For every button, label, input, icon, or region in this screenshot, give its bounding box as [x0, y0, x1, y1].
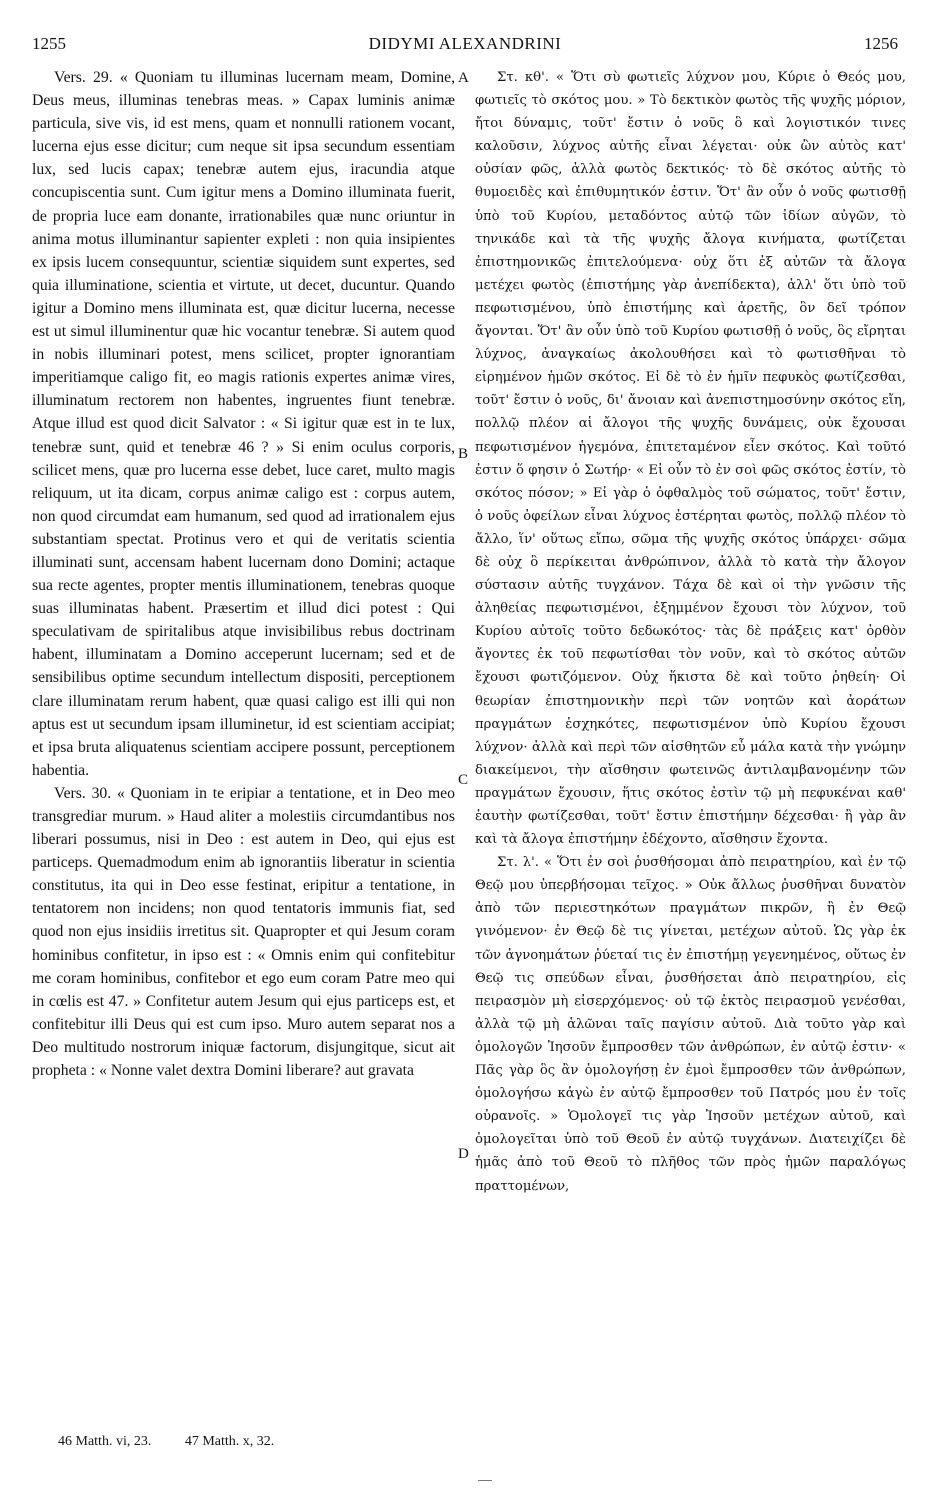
margin-letter-b: B: [458, 446, 469, 462]
margin-letter-d: D: [458, 1146, 469, 1162]
margin-letter-a: A: [458, 70, 469, 86]
page-number-right: 1256: [864, 34, 898, 53]
footnote-46: 46 Matth. vi, 23.: [58, 1434, 152, 1449]
latin-column: [32, 66, 455, 1082]
latin-paragraph-vers-30: Vers. 30. « Quoniam in te eripiar a tentatione, et in Deo meo transgrediar murum. » Haud aliter a molestiis circumdantibus nos liberari possumus, nisi in Deo : est autem in Deo, qui ejus est particeps. Quemadmodum enim ab ignorantiis liberatur in scientia constitutus, ita qui in Deo esse festinat, eripitur a tentatione, in tentatorem non incidens; non quod tentatoris immunis fiat, sed quod non ejus insidiis irretitus sit. Quapropter et qui Jesum coram hominibus confitetur, in ipso est : « Omnis enim qui confitebitur me coram hominibus, confitebor et ego eum coram Patre meo qui in cœlis est 47. » Confitetur autem Jesum qui ejus particeps est, et confitebitur illi Deus qui est cum ipso. Muro autem separat nos a Deo multitudo nostrorum iniquæ factorum, disjungitque, sicut ait propheta : « Nonne valet dextra Domini liberare? aut gravata: [32, 784, 455, 1080]
bottom-rule: [478, 1480, 492, 1481]
running-header: [32, 30, 898, 58]
margin-letter-c: C: [458, 772, 469, 788]
greek-paragraph-verse-29: Στ. κθ'. « Ὅτι σὺ φωτιεῖς λύχνον μου, Κύριε ὁ Θεός μου, φωτιεῖς τὸ σκότος μου. » Τὸ δεκτικὸν φωτὸς τῆς ψυχῆς μόριον, ἤτοι δύναμις, τοῦτ' ἔστιν ὁ νοῦς ὃ καὶ λογιστικόν τινες καλοῦσιν, λύχνος αὐτῆς εἶναι λέγεται· οὐκ ὢν αὐτὸς κατ' οὐσίαν φῶς, ἀλλὰ φωτὸς δεκτικός· τὸ δὲ σκότος αὐτῆς τὸ θυμοειδὲς καὶ ἐπιθυμητικόν ἐστιν. Ὅτ' ἂν οὖν ὁ νοῦς φωτισθῇ ὑπὸ τοῦ Κυρίου, μεταδόντος αὐτῷ τῶν ἰδίων αὐγῶν, τὸ τηνικάδε καὶ τὰ τῆς ψυχῆς ἄλογα κινήματα, φωτίζεται ἐπιστημονικῶς ἐπιτελούμενα· οὐχ ὅτι ἐξ αὐτῶν τὰ ἄλογα μετέχει φωτὸς (ἐπιστήμης γὰρ ἀνεπίδεκτα), ἀλλ' ὅτι ὑπὸ τοῦ πεφωτισμένου, ὑπὸ ἐπιστήμης καὶ ἀρετῆς, ὃν δεῖ τρόπον ἄγονται. Ὅτ' ἂν οὖν ὑπὸ τοῦ Κυρίου φωτισθῇ ὁ νοῦς, ὃς εἴρηται λύχνος, ἀναγκαίως ἀκολουθήσει καὶ τὸ φωτισθῆναι τὸ εἰρημένον ἡμῶν σκότος. Εἰ δὲ τὸ ἐν ἡμῖν πεφυκὸς φωτίζεσθαι, τοῦτ' ἔστιν ὁ νοῦς, δι' ἄνοιαν καὶ ἀνεπιστημοσύνην σκότος εἴη, πολλῷ πλέον αἱ ἄλογοι τῆς ψυχῆς δυνάμεις, οὐκ ἔχουσαι πεφωτισμένον ἡγεμόνα, ἐπιτεταμένον εἶεν σκότος. Καὶ τοῦτό ἐστιν ὅ φησιν ὁ Σωτήρ· « Εἰ οὖν τὸ ἐν σοὶ φῶς σκότος ἐστίν, τὸ σκότος πόσον; » Εἰ γὰρ ὁ ὀφθαλμὸς τοῦ σώματος, τοῦτ' ἔστιν, ὁ νοῦς ὀφείλων εἶναι λύχνος ἐστέρηται φωτὸς, πολλῷ πλέον τὸ ἄλλο, ἵν' οὕτως εἴπω, σῶμα τῆς ψυχῆς σκότος ὑπάρχει· σῶμα δὲ οὐχ ὃ περίκειται ἀνθρώπινον, ἀλλὰ τὸ κατὰ τὴν ἄλογον σύστασιν αὐτῆς τυγχάνον. Τάχα δὲ καὶ οἱ τὴν γνῶσιν τῆς ἀληθείας πεφωτισμένοι, ἐξημμένον ἔχουσι τὸν λύχνον, τοῦ Κυρίου αὐτοῖς τοῦτο δεδωκότος· τὰς δὲ πράξεις κατ' ὀρθὸν ἄγοντες ἐκ τοῦ πεφωτίσθαι τὸν νοῦν, καὶ τὸ σκότος αὐτῶν ἔχουσι φωτιζόμενον. Οὐχ ἥκιστα δὲ καὶ τοῦτο ῥηθείη· Οἱ θεωρίαν ἐπιστημονικὴν περὶ τῶν νοητῶν καὶ ἀοράτων πραγμάτων ἐσχηκότες, πεφωτισμένον ὑπὸ Κυρίου ἔχουσι λύχνον· ἀλλὰ καὶ περὶ τῶν αἰσθητῶν εὖ μάλα κατὰ τὴν γνώμην διακείμενοι, τὴν αἴσθησιν φωτεινῶς ἀντιλαμβανομένην τῶν πραγμάτων ἔχουσιν, ἥτις σκότος ἐστὶν τῷ μὴ πεφυκέναι καθ' ἑαυτὴν φωτίζεσθαι, τοῦτ' ἔστιν ἐπιστήμην δέχεσθαι· ἢ γὰρ ἂν καὶ τὰ ἄλογα ἐπιστήμην ἐδέχοντο, αἴσθησιν ἔχοντα.: [475, 70, 906, 848]
footnotes: [58, 1434, 304, 1450]
greek-column: [475, 66, 906, 1198]
running-title: DIDYMI ALEXANDRINI: [368, 34, 562, 53]
footnote-47: 47 Matth. x, 32.: [184, 1434, 275, 1449]
page-number-left: 1255: [32, 34, 66, 53]
latin-paragraph-vers-29: Vers. 29. « Quoniam tu illuminas lucernam meam, Domine, Deus meus, illuminas tenebras meas. » Capax luminis animæ particula, sive vis, id est mens, quam et nonnulli rationem vocant, lucerna ejus esse dicitur; cum neque sit ipsa secundum essentiam lux, sed lucis capax; tenebræ autem ejus, iracundia atque concupiscentia sunt. Cum igitur mens a Domino illuminata fuerit, de propria luce eam donante, irrationabiles quæ nunc oriuntur in anima motus illuminantur sapienter expleti : non quia insipientes ex ipsis lucem consequuntur, scientiæ siquidem sunt expertes, sed quia illuminatione, scientia et virtute, ut decet, ducuntur. Quando igitur a Domino mens illuminata est, quæ dicitur lucerna, necesse est ut simul illuminentur quæ hic vocantur tenebræ. Si autem quod in nobis illuminari potest, mens scilicet, propter ignorantiam imperitiamque caligo fit, eo magis rationis expertes animæ vires, illuminatum rectorem non habentes, ingruentes fiunt tenebræ. Atque illud est quod dicit Salvator : « Si igitur quæ est in te lux, tenebræ sunt, quid et tenebræ 46 ? » Si enim oculus corporis, scilicet mens, quæ pro lucerna esse debet, luce caret, multo magis reliquum, ut ita dicam, corpus animæ caligo est : corpus autem, non quod circumdat eam humanum, sed quod ad irrationalem ejus substantiam spectat. Protinus vero et qui de veritatis scientia illuminati sunt, accensam habent lucernam dono Domini; actaque sua recte agentes, propter mentis illuminationem, tenebras quoque suas illuminatas habent. Præsertim et illud dici potest : Qui speculativam de spiritalibus atque invisibilibus rebus doctrinam habent, illuminatam a Domino acceperunt lucernam; sed et de sensibilibus optime secundum intellectum dispositi, perceptionem clare illuminatam rerum habent, quæ quasi caligo est illi qui non aptus est ut secundum ipsam illuminetur, id est scientiam accipiat; et ipsa bruta aliquatenus scientiam accipere possunt, perceptionem habentia.: [32, 69, 455, 779]
greek-paragraph-verse-30: Στ. λ'. « Ὅτι ἐν σοὶ ῥυσθήσομαι ἀπὸ πειρατηρίου, καὶ ἐν τῷ Θεῷ μου ὑπερβήσομαι τεῖχος. » Οὐκ ἄλλως ῥυσθῆναι δυνατὸν ἀπὸ τῶν περιεστηκότων πραγμάτων πικρῶν, ἢ ἐν Θεῷ γινόμενον· ἐν Θεῷ δὲ τις γίνεται, μετέχων αὐτοῦ. Ὡς γὰρ ἐκ τῶν ἀγνοημάτων ῥύεταί τις ἐν ἐπιστήμῃ γεγενημένος, οὕτως ἐν Θεῷ τις σπεύδων εἶναι, ῥυσθήσεται ἀπὸ πειρατηρίου, εἰς πειρασμὸν μὴ εἰσερχόμενος· οὐ τῷ ἐκτὸς πειρασμοῦ γενέσθαι, ἀλλὰ τῷ μὴ ἁλῶναι ταῖς παγίσιν αὐτοῦ. Διὰ τοῦτο γὰρ καὶ ὁμολογῶν Ἰησοῦν ἔμπροσθεν τῶν ἀνθρώπων, ἐν αὐτῷ ἐστιν· « Πᾶς γὰρ ὃς ἂν ὁμολογήσῃ ἐν ἐμοὶ ἔμπροσθεν τῶν ἀνθρώπων, ὁμολογήσω κἀγὼ ἐν αὐτῷ ἔμπροσθεν τοῦ Πατρός μου ἐν τοῖς οὐρανοῖς. » Ὁμολογεῖ τις γὰρ Ἰησοῦν μετέχων αὐτοῦ, καὶ ὁμολογεῖται ὑπὸ τοῦ Θεοῦ ἐν αὐτῷ τυγχάνων. Διατειχίζει δὲ ἡμᾶς ἀπὸ τοῦ Θεοῦ τὸ πλῆθος τῶν πρὸς ἡμῶν παραλόγως πραττομένων,: [475, 855, 906, 1194]
